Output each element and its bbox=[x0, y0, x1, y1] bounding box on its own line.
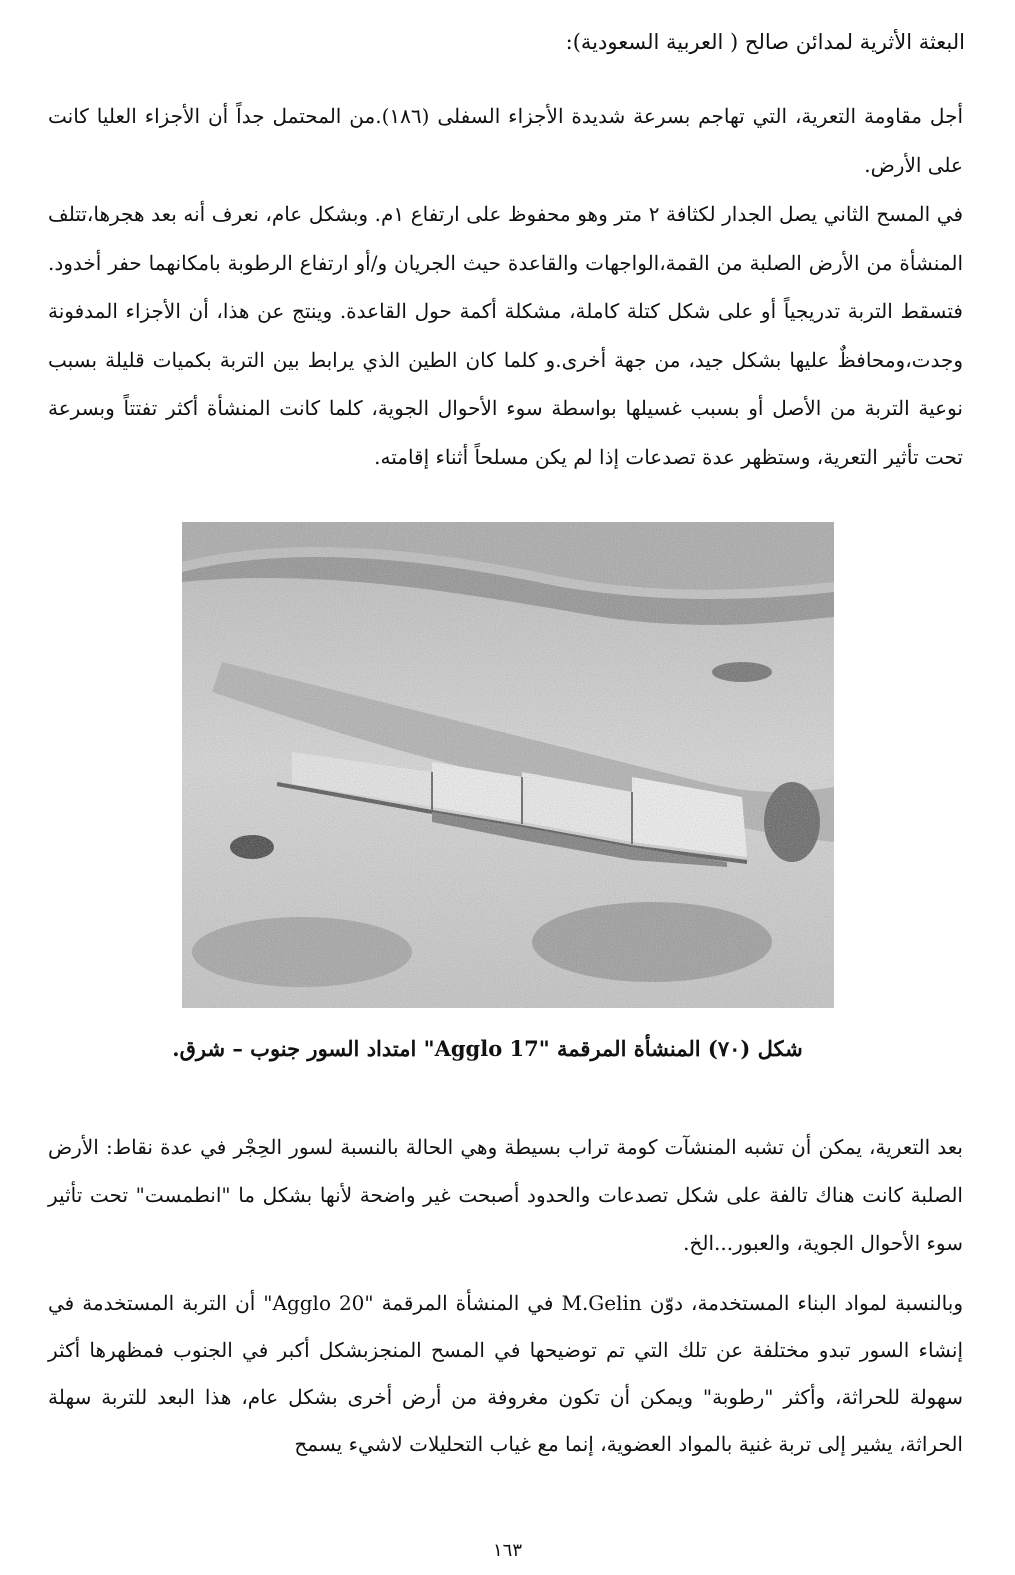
header-title: البعثة الأثرية لمدائن صالح ( العربية السعودية): bbox=[565, 30, 965, 54]
wall-remains-photo bbox=[182, 522, 834, 1008]
paragraph-3: بعد التعرية، يمكن أن تشبه المنشآت كومة تراب بسيطة وهي الحالة بالنسبة لسور الحِجْر في عدة نقاط: الأرض الصلبة كانت هناك تالفة على شكل تصدعات والحدود أصبحت غير واضحة لأنها بشكل ما "انطمست" تحت تأثير سوء الأحوال الجوية، والعبور...الخ. bbox=[48, 1135, 963, 1255]
figure-photo bbox=[182, 522, 834, 1008]
paragraph-4: وبالنسبة لمواد البناء المستخدمة، دوّن M.Gelin في المنشأة المرقمة "Agglo 20" أن التربة المستخدمة في إنشاء السور تبدو مختلفة عن تلك التي تم توضيحها في المسح المنجزبشكل أكبر في الجنوب فمظهرها أكثر سهولة للحراثة، وأكثر "رطوبة" ويمكن أن تكون مغروفة من أرض أخرى بشكل عام، هذا البعد للتربة سهلة الحراثة، يشير إلى تربة غنية بالمواد العضوية، إنما مع غياب التحليلات لاشيء يسمح bbox=[48, 1291, 963, 1456]
paragraph-2: في المسح الثاني يصل الجدار لكثافة ٢ متر وهو محفوظ على ارتفاع ١م. وبشكل عام، نعرف أنه بعد هجرها،تتلف المنشأة من الأرض الصلبة من القمة،الواجهات والقاعدة حيث الجريان و/أو ارتفاع الرطوبة بامكانهما حفر أخدود. فتسقط التربة تدريجياً أو على شكل كتلة كاملة، مشكلة أكمة حول القاعدة. وينتج عن هذا، أن الأجزاء المدفونة وجدت،ومحافظٌ عليها بشكل جيد، من جهة أخرى.و كلما كان الطين الذي يرابط بين التربة بكميات قليلة بسبب نوعية التربة من الأصل أو بسبب غسيلها بواسطة سوء الأحوال الجوية، كلما كانت المنشأة أكثر تفتتاً وبسرعة تحت تأثير التعرية، وستظهر عدة تصدعات إذا لم يكن مسلحاً أثناء إقامته. bbox=[48, 202, 964, 469]
page-number: ١٦٣ bbox=[492, 1540, 522, 1561]
running-header bbox=[40, 24, 965, 64]
figure-caption: شكل (٧٠) المنشأة المرقمة "Agglo 17" امتداد السور جنوب – شرق. bbox=[172, 1036, 803, 1061]
paragraph-1: أجل مقاومة التعرية، التي تهاجم بسرعة شديدة الأجزاء السفلى (١٨٦).من المحتمل جداً أن الأجزاء العليا كانت على الأرض. bbox=[48, 104, 963, 177]
